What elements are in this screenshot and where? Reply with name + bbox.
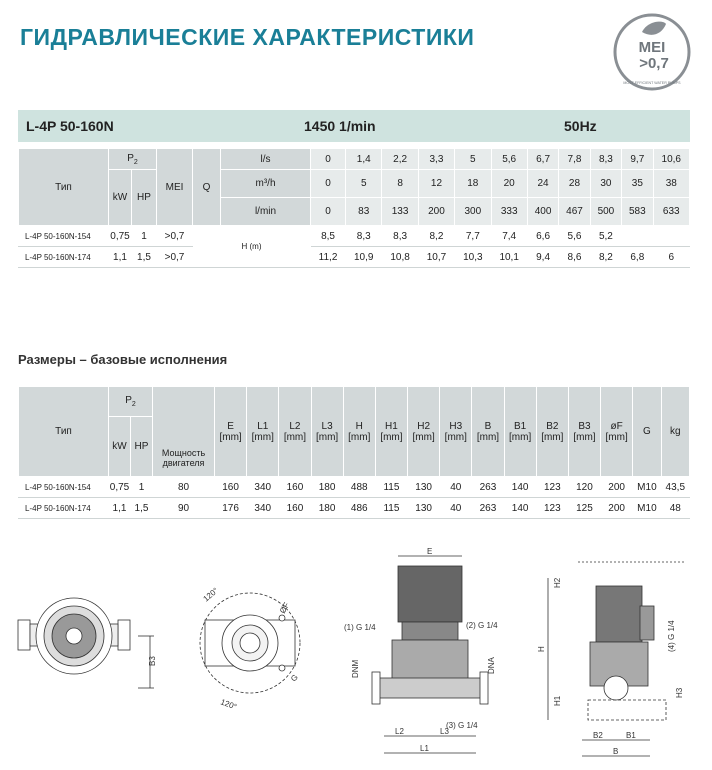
flow-cell: 133 — [382, 198, 418, 226]
col-p2: $P_2$ — [109, 149, 157, 170]
dim-cell: 140 — [504, 477, 536, 498]
flow-cell: 8,3 — [590, 149, 621, 170]
dim-cell: 140 — [504, 498, 536, 519]
dim-header: øF [mm] — [601, 387, 633, 477]
flow-cell: 333 — [491, 198, 527, 226]
model-name: L-4P 50-160N — [26, 118, 114, 134]
page-title: ГИДРАВЛИЧЕСКИЕ ХАРАКТЕРИСТИКИ — [20, 24, 475, 50]
row-hp: 1 — [131, 477, 153, 498]
col-kw: kW — [109, 170, 132, 226]
h-cell: 11,2 — [311, 247, 346, 268]
label-g4: (4) G 1/4 — [667, 620, 676, 652]
h-cell: 10,9 — [346, 247, 382, 268]
col-type: Тип — [19, 387, 109, 477]
row-hp: 1 — [132, 226, 157, 247]
dim-header: B2 [mm] — [536, 387, 568, 477]
row-kw: 1,1 — [109, 498, 131, 519]
label-b: B — [613, 747, 619, 756]
dim-cell: 123 — [536, 477, 568, 498]
dim-cell: 43,5 — [661, 477, 689, 498]
flow-cell: 28 — [559, 170, 590, 198]
flow-cell: 18 — [455, 170, 491, 198]
technical-drawings — [0, 548, 712, 770]
dim-cell: 125 — [568, 498, 600, 519]
flow-cell: 35 — [622, 170, 653, 198]
dim-cell: 115 — [375, 498, 407, 519]
flow-cell: 2,2 — [382, 149, 418, 170]
dim-cell: 115 — [375, 477, 407, 498]
row-mei: >0,7 — [157, 226, 193, 247]
dim-cell: 123 — [536, 498, 568, 519]
badge-value: >0,7 — [639, 55, 669, 72]
col-mei: MEI — [157, 149, 193, 226]
dim-cell: 180 — [311, 477, 343, 498]
dim-cell: 486 — [343, 498, 375, 519]
flow-cell: 5 — [346, 170, 382, 198]
h-cell — [622, 226, 653, 247]
drawing-side-view — [344, 548, 498, 753]
h-cell: 10,8 — [382, 247, 418, 268]
row-name: L-4P 50-160N-174 — [19, 498, 109, 519]
h-cell: 8,3 — [382, 226, 418, 247]
h-cell: 10,1 — [491, 247, 527, 268]
dim-cell: 176 — [215, 498, 247, 519]
speed: 1450 1/min — [304, 118, 376, 134]
dim-cell: 340 — [247, 498, 279, 519]
label-b2: B2 — [593, 731, 603, 740]
dim-header: H1 [mm] — [375, 387, 407, 477]
col-kw: kW — [109, 417, 131, 477]
badge-tagline: MOST EFFICIENT WATER PUMPS — [623, 81, 681, 85]
dim-header: L2 [mm] — [279, 387, 311, 477]
dim-header: L3 [mm] — [311, 387, 343, 477]
label-120-bottom: 120° — [219, 697, 238, 712]
h-cell: 5,6 — [559, 226, 590, 247]
dim-header: B3 [mm] — [568, 387, 600, 477]
col-p2: $P_2$ — [109, 387, 153, 417]
drawing-top-view — [18, 598, 157, 688]
dimensions-heading: Размеры – базовые исполнения — [18, 352, 228, 367]
row-mei: >0,7 — [157, 247, 193, 268]
label-h1: H1 — [553, 695, 562, 706]
unit-ls: l/s — [221, 149, 311, 170]
col-hp: HP — [132, 170, 157, 226]
col-type: Тип — [19, 149, 109, 226]
label-g1: (1) G 1/4 — [344, 623, 376, 632]
label-l1: L1 — [420, 744, 429, 753]
h-cell: 7,7 — [455, 226, 491, 247]
h-cell: 8,3 — [346, 226, 382, 247]
h-cell: 5,2 — [590, 226, 621, 247]
dim-header: H3 [mm] — [440, 387, 472, 477]
dim-header: L1 [mm] — [247, 387, 279, 477]
flow-cell: 12 — [418, 170, 454, 198]
dim-header: B1 [mm] — [504, 387, 536, 477]
flow-cell: 7,8 — [559, 149, 590, 170]
flow-cell: 0 — [311, 170, 346, 198]
label-dna: DNA — [487, 657, 496, 674]
row-kw: 1,1 — [109, 247, 132, 268]
flow-cell: 400 — [527, 198, 558, 226]
dim-cell: 160 — [215, 477, 247, 498]
dim-cell: 160 — [279, 498, 311, 519]
label-120-top: 120° — [201, 586, 220, 604]
row-motor: 90 — [153, 498, 215, 519]
flow-cell: 467 — [559, 198, 590, 226]
unit-lmin: l/min — [221, 198, 311, 226]
flow-cell: 300 — [455, 198, 491, 226]
row-name: L-4P 50-160N-154 — [19, 477, 109, 498]
flow-cell: 38 — [653, 170, 689, 198]
frequency: 50Hz — [564, 118, 597, 134]
h-cell: 8,2 — [418, 226, 454, 247]
dim-header: kg — [661, 387, 689, 477]
dim-cell: 120 — [568, 477, 600, 498]
drawing-flange-view — [200, 586, 300, 712]
dim-cell: 130 — [408, 477, 440, 498]
label-b1: B1 — [626, 731, 636, 740]
flow-cell: 30 — [590, 170, 621, 198]
label-dnm: DNM — [351, 659, 360, 678]
flow-cell: 0 — [311, 198, 346, 226]
flow-cell: 500 — [590, 198, 621, 226]
label-b3: B3 — [148, 656, 157, 666]
dim-header: H2 [mm] — [408, 387, 440, 477]
dim-header: E [mm] — [215, 387, 247, 477]
label-l2: L2 — [395, 727, 404, 736]
mei-badge — [612, 12, 692, 92]
dim-cell: M10 — [633, 477, 661, 498]
flow-cell: 0 — [311, 149, 346, 170]
h-cell — [653, 226, 689, 247]
h-cell: 6 — [653, 247, 689, 268]
label-e: E — [427, 548, 433, 556]
flow-cell: 583 — [622, 198, 653, 226]
unit-m3h: m³/h — [221, 170, 311, 198]
dim-cell: 488 — [343, 477, 375, 498]
flow-cell: 5 — [455, 149, 491, 170]
row-motor: 80 — [153, 477, 215, 498]
badge-mei: MEI — [638, 39, 666, 56]
dim-header: H [mm] — [343, 387, 375, 477]
flow-cell: 9,7 — [622, 149, 653, 170]
label-l3: L3 — [440, 727, 449, 736]
dim-cell: 200 — [601, 477, 633, 498]
flow-cell: 200 — [418, 198, 454, 226]
row-hp: 1,5 — [131, 498, 153, 519]
dim-header: B [mm] — [472, 387, 504, 477]
dim-cell: 40 — [440, 498, 472, 519]
flow-cell: 24 — [527, 170, 558, 198]
dim-cell: 40 — [440, 477, 472, 498]
h-cell: 9,4 — [527, 247, 558, 268]
dim-cell: 340 — [247, 477, 279, 498]
flow-cell: 633 — [653, 198, 689, 226]
row-name: L-4P 50-160N-174 — [19, 247, 109, 268]
label-g3: (3) G 1/4 — [446, 721, 478, 730]
hydraulic-table — [18, 110, 690, 268]
dim-cell: 130 — [408, 498, 440, 519]
flow-table — [18, 148, 690, 268]
drawing-front-view — [537, 562, 684, 756]
flow-cell: 20 — [491, 170, 527, 198]
flow-cell: 3,3 — [418, 149, 454, 170]
dim-cell: 160 — [279, 477, 311, 498]
dim-cell: 263 — [472, 498, 504, 519]
dim-cell: 263 — [472, 477, 504, 498]
dimensions-table — [18, 386, 690, 519]
row-kw: 0,75 — [109, 477, 131, 498]
label-h3: H3 — [675, 687, 684, 698]
label-h: H — [537, 646, 546, 652]
label-g: G — [289, 672, 300, 684]
label-h2: H2 — [553, 577, 562, 588]
h-cell: 10,3 — [455, 247, 491, 268]
col-motor: Мощность двигателя — [153, 387, 215, 477]
flow-cell: 8 — [382, 170, 418, 198]
dim-header: G — [633, 387, 661, 477]
flow-cell: 6,7 — [527, 149, 558, 170]
flow-cell: 1,4 — [346, 149, 382, 170]
row-name: L-4P 50-160N-154 — [19, 226, 109, 247]
h-cell: 6,8 — [622, 247, 653, 268]
flow-cell: 83 — [346, 198, 382, 226]
h-cell: 8,5 — [311, 226, 346, 247]
label-g2: (2) G 1/4 — [466, 621, 498, 630]
h-label: H (m) — [193, 226, 311, 268]
dim-cell: 200 — [601, 498, 633, 519]
flow-cell: 10,6 — [653, 149, 689, 170]
label-f: ØF — [277, 600, 292, 615]
dim-cell: M10 — [633, 498, 661, 519]
row-kw: 0,75 — [109, 226, 132, 247]
model-header-bar — [18, 110, 690, 142]
h-cell: 6,6 — [527, 226, 558, 247]
row-hp: 1,5 — [132, 247, 157, 268]
h-cell: 10,7 — [418, 247, 454, 268]
dim-cell: 48 — [661, 498, 689, 519]
col-q: Q — [193, 149, 221, 226]
h-cell: 7,4 — [491, 226, 527, 247]
dim-cell: 180 — [311, 498, 343, 519]
flow-cell: 5,6 — [491, 149, 527, 170]
col-hp: HP — [131, 417, 153, 477]
h-cell: 8,6 — [559, 247, 590, 268]
h-cell: 8,2 — [590, 247, 621, 268]
